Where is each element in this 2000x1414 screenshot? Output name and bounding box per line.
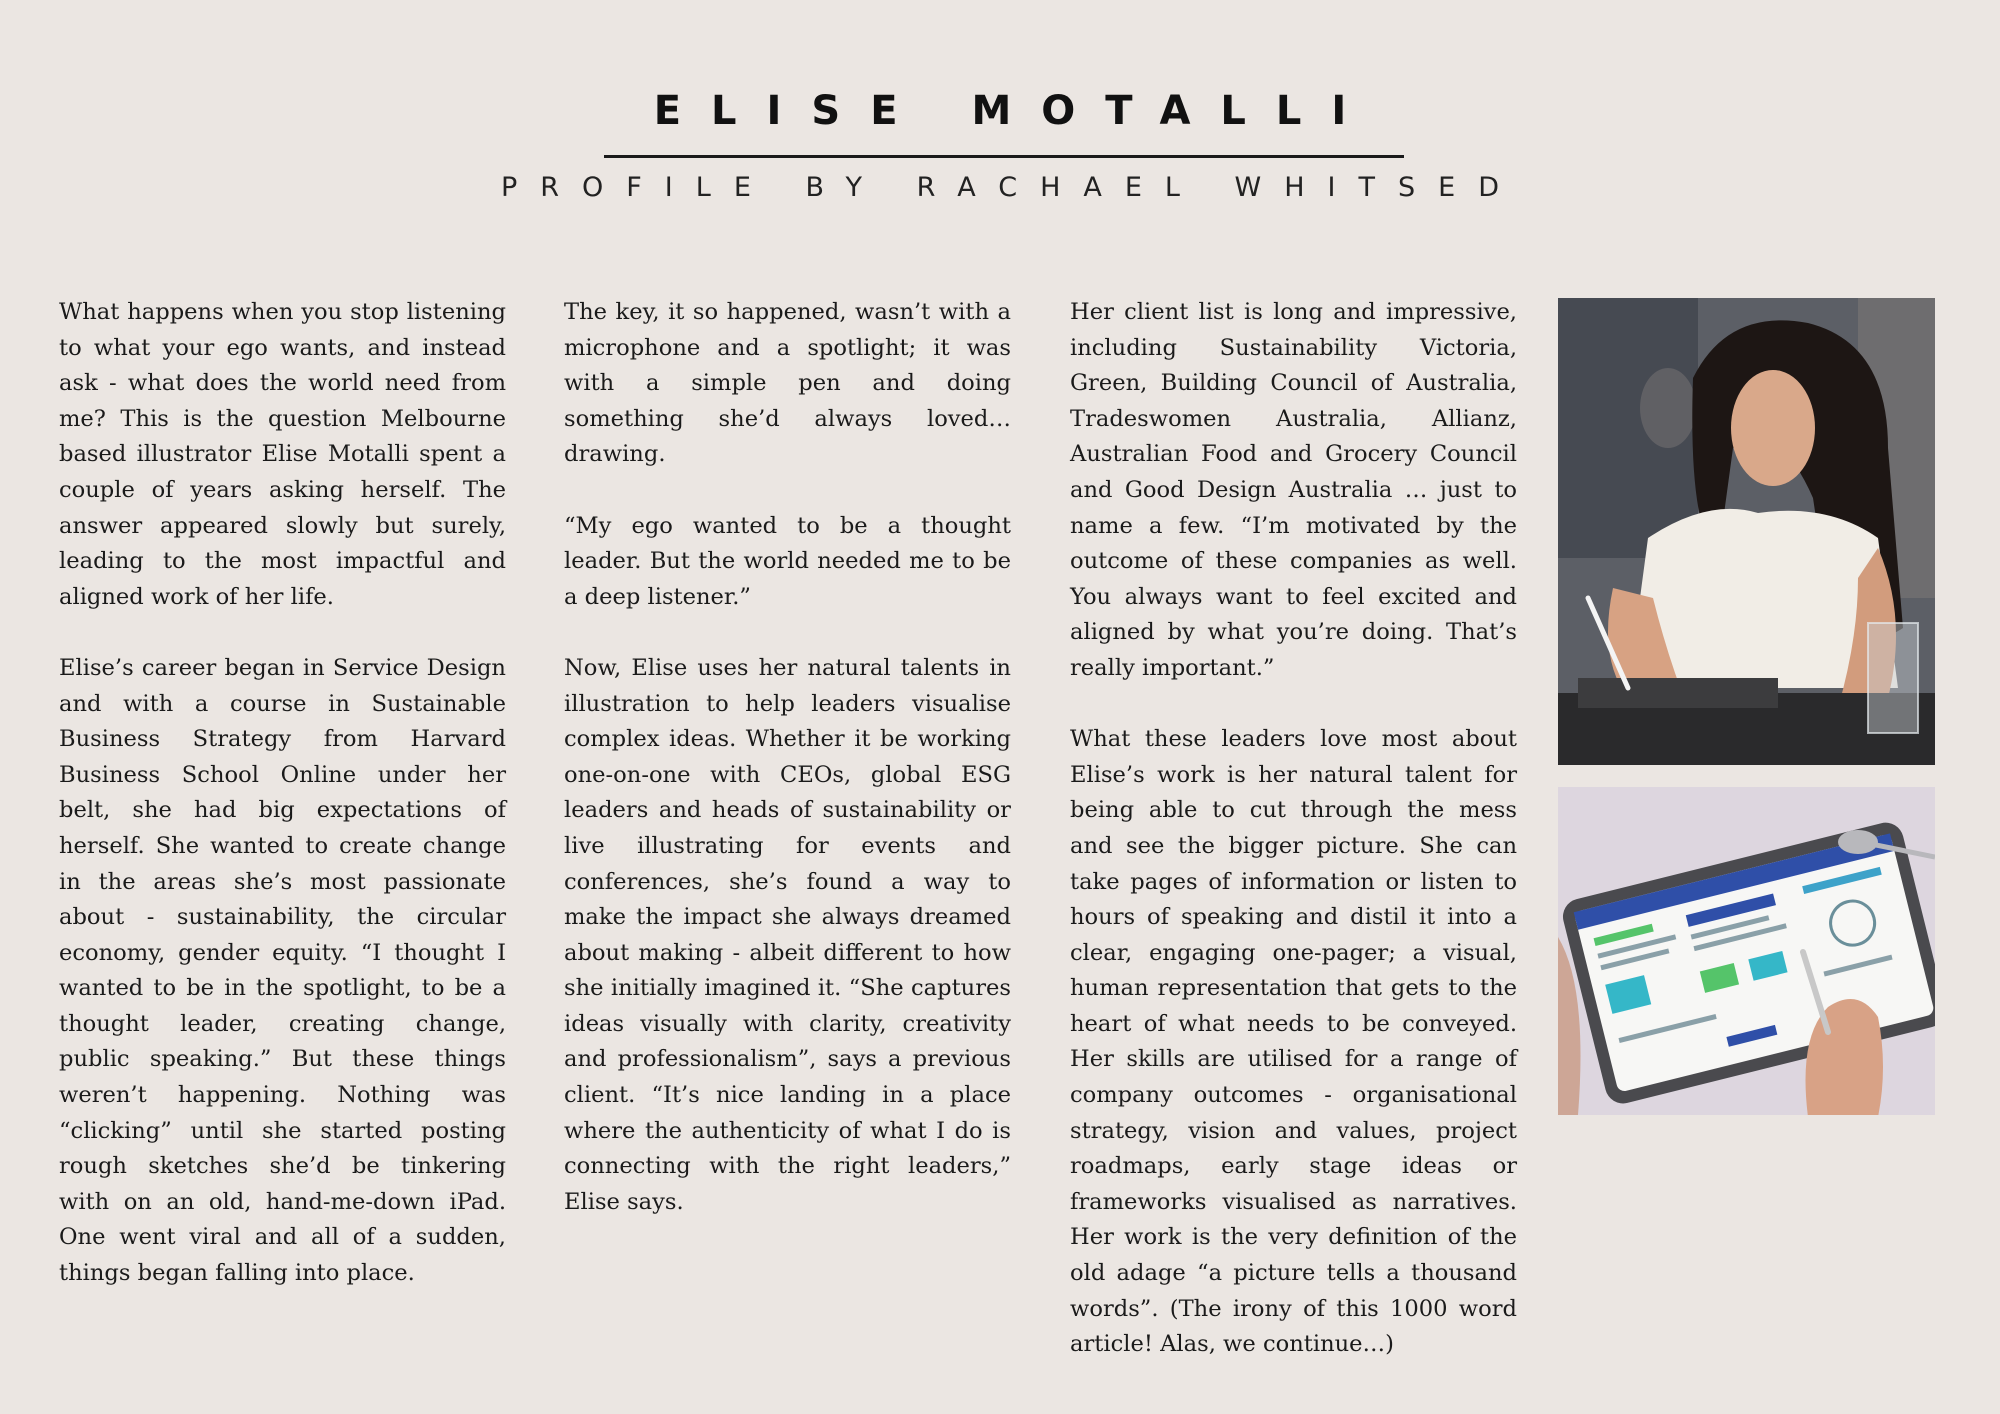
paragraph: What these leaders love most about Elise’s work is her natural talent for being able to cut through the mess and see the bigger picture. She can take pages of information or listen to hours of speaking and distil it into a clear, engaging one-pager; a visual, human representation that gets to the heart of what needs to be conveyed. Her skills are utilised for a range of company outcomes - organisational strategy, vision and values, project roadmaps, early stage ideas or frameworks visualised as narratives. Her work is the very definition of the old adage “a picture tells a thousand words”. (The irony of this 1000 word article! Alas, we continue…) bbox=[1070, 726, 1517, 1358]
article-column-1 bbox=[59, 295, 506, 1327]
paragraph: The key, it so happened, wasn’t with a microphone and a spotlight; it was with a simple pen and doing something she’d always loved… drawing. bbox=[564, 299, 1011, 468]
tablet-sketch-photo bbox=[1558, 787, 1935, 1115]
paragraph: Her client list is long and impressive, including Sustainability Victoria, Green, Building Council of Australia, Tradeswomen Australia, Allianz, Australian Food and Grocery Council and Good Design Australia … just to name a few. “I’m motivated by the outcome of these companies as well. You always want to feel excited and aligned by what you’re doing. That’s really important.” bbox=[1070, 299, 1517, 681]
portrait-photo bbox=[1558, 298, 1935, 765]
portrait-photo-illustration bbox=[1558, 298, 1935, 765]
tablet-sketch-illustration bbox=[1558, 787, 1935, 1115]
page-title: ELISE MOTALLI bbox=[653, 88, 1377, 134]
byline: PROFILE BY RACHAEL WHITSED bbox=[500, 172, 1522, 203]
paragraph: Elise’s career began in Service Design and with a course in Sustainable Business Strategy from Harvard Business School Online under her belt, she had big expectations of herself. She wanted to create change in the areas she’s most passionate about - sustainability, the circular economy, gender equity. “I thought I wanted to be in the spotlight, to be a thought leader, creating change, public speaking.” But these things weren’t happening. Nothing was “clicking” until she started posting rough sketches she’d be tinkering with on an old, hand-me-down iPad. One went viral and all of a sudden, things began falling into place. bbox=[59, 654, 506, 1287]
article-column-3 bbox=[1070, 295, 1517, 1398]
paragraph: “My ego wanted to be a thought leader. But the world needed me to be a deep listener.” bbox=[564, 512, 1011, 610]
paragraph: What happens when you stop listening to what your ego wants, and instead ask - what does the world need from me? This is the question Melbourne based illustrator Elise Motalli spent a couple of years asking herself. The answer appeared slowly but surely, leading to the most impactful and aligned work of her life. bbox=[59, 299, 506, 610]
article-column-2 bbox=[564, 295, 1011, 1256]
title-divider bbox=[604, 155, 1404, 158]
paragraph: Now, Elise uses her natural talents in illustration to help leaders visualise complex ideas. Whether it be working one-on-one with CEOs, global ESG leaders and heads of sustainability or live illustrating for events and conferences, she’s found a way to make the impact she always dreamed about making - albeit different to how she initially imagined it. “She captures ideas visually with clarity, creativity and professionalism”, says a previous client. “It’s nice landing in a place where the authenticity of what I do is connecting with the right leaders,” Elise says. bbox=[564, 654, 1011, 1215]
